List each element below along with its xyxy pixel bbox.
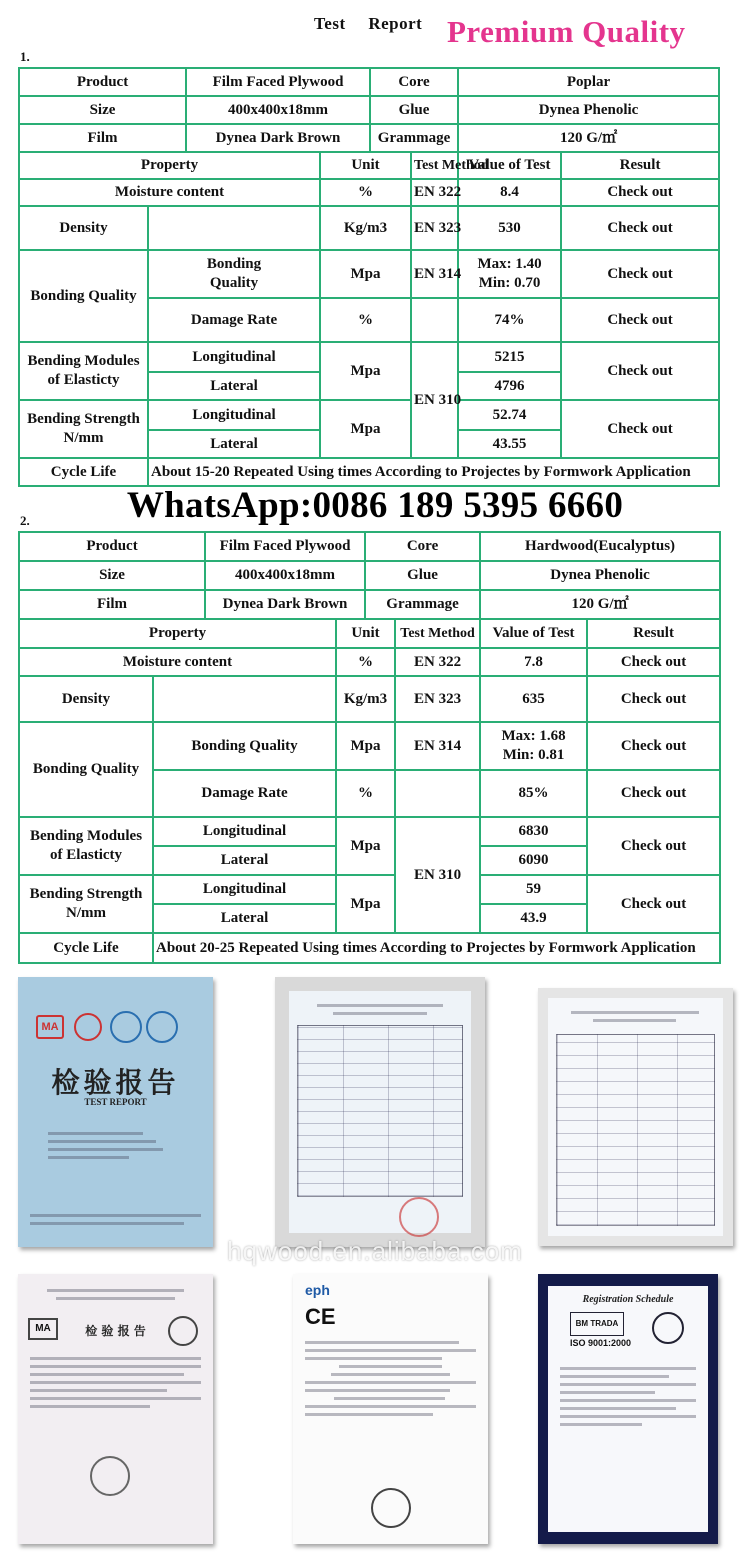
bonding-sub-quality-text: Bonding Quality (206, 256, 262, 291)
cycle-label: Cycle Life (19, 458, 148, 486)
moe-label-b: of Elasticty (47, 372, 120, 388)
col-unit: Unit (336, 619, 395, 648)
core-label: Core (370, 68, 458, 96)
bonding-label: Bonding Quality (19, 722, 153, 817)
iso-header: Registration Schedule (582, 1294, 674, 1305)
page-grid (556, 1034, 715, 1226)
mor-lat-value: 43.9 (480, 904, 587, 933)
inspection-report-photo (275, 977, 485, 1247)
damage-method-blank (411, 298, 458, 342)
alibaba-watermark: hqwood.en.alibaba.com (227, 1236, 523, 1266)
glue-label: Glue (365, 561, 480, 590)
mor-lat-value: 43.55 (458, 430, 561, 458)
bonding-min: Min: 0.70 (478, 275, 541, 291)
damage-label: Damage Rate (153, 770, 336, 817)
density-blank (153, 676, 336, 722)
grammage-value: 120 G/㎡ (480, 590, 720, 619)
density-result: Check out (587, 676, 720, 722)
cert-header-lines (30, 1284, 201, 1305)
moe-lat-label: Lateral (153, 846, 336, 875)
size-label: Size (19, 96, 186, 124)
density-unit: Kg/m3 (320, 206, 411, 250)
cal-seal-icon (74, 1013, 102, 1041)
density-label: Density (19, 206, 148, 250)
moisture-value: 7.8 (480, 648, 587, 676)
col-property: Property (19, 619, 336, 648)
product-value: Film Faced Plywood (186, 68, 370, 96)
moe-long-value: 5215 (458, 342, 561, 372)
cycle-label: Cycle Life (19, 933, 153, 963)
test-report-page-photo (538, 988, 733, 1246)
report-page-paper (548, 998, 723, 1236)
mor-lat-label: Lateral (148, 430, 320, 458)
page-header-lines (560, 1006, 711, 1027)
damage-label: Damage Rate (148, 298, 320, 342)
mor-label-b: N/mm (66, 905, 106, 921)
cert-body-lines (30, 1352, 201, 1413)
damage-result: Check out (587, 770, 720, 817)
density-unit: Kg/m3 (336, 676, 395, 722)
iso-body-lines (560, 1362, 696, 1431)
film-label: Film (19, 590, 205, 619)
film-value: Dynea Dark Brown (186, 124, 370, 152)
row-header (19, 619, 720, 648)
ce-mark: CE (305, 1304, 336, 1329)
mor-long-value: 52.74 (458, 400, 561, 430)
bonding-max: Max: 1.68 (501, 728, 566, 744)
damage-value: 74% (458, 298, 561, 342)
row-product (19, 532, 720, 561)
moe-result: Check out (587, 817, 720, 875)
bonding-unit: Mpa (336, 722, 395, 770)
product-value: Film Faced Plywood (205, 532, 365, 561)
col-method: Test Method (395, 619, 480, 648)
premium-quality-slogan: Premium Quality (447, 14, 686, 49)
row-size (19, 561, 720, 590)
core-label: Core (365, 532, 480, 561)
mor-label (19, 875, 153, 933)
moe-label (19, 817, 153, 875)
mor-unit: Mpa (320, 400, 411, 458)
cert-seal-icon (90, 1456, 130, 1496)
bonding-value (458, 250, 561, 298)
bonding-sub-quality (148, 250, 320, 298)
report-1-number: 1. (20, 49, 30, 64)
moisture-value: 8.4 (458, 179, 561, 206)
test-report-cover-photo (18, 977, 213, 1247)
moe-label (19, 342, 148, 400)
bm-trada-badge: BM TRADA (570, 1312, 624, 1336)
product-label: Product (19, 532, 205, 561)
product-label: Product (19, 68, 186, 96)
row-bonding-quality (19, 722, 720, 770)
cover-footer-lines (30, 1209, 201, 1230)
report-paper (289, 991, 471, 1233)
row-mor-long (19, 875, 720, 904)
mor-long-value: 59 (480, 875, 587, 904)
ilac-seal-icon (110, 1011, 142, 1043)
mor-label-a: Bending Strength (29, 886, 143, 902)
row-size (19, 96, 719, 124)
cycle-value: About 15-20 Repeated Using times According to Projectes by Formwork Application (148, 458, 719, 486)
density-value: 635 (480, 676, 587, 722)
density-label: Density (19, 676, 153, 722)
ma-seal-icon: MA (36, 1015, 64, 1039)
damage-value: 85% (480, 770, 587, 817)
row-density (19, 206, 719, 250)
moe-long-label: Longitudinal (153, 817, 336, 846)
iso-paper (548, 1286, 708, 1532)
bonding-result: Check out (561, 250, 719, 298)
row-cycle-life (19, 933, 720, 963)
mor-result: Check out (561, 400, 719, 458)
glue-value: Dynea Phenolic (480, 561, 720, 590)
test-report-table-1 (18, 67, 720, 487)
core-value: Poplar (458, 68, 719, 96)
report-header-lines (301, 999, 459, 1020)
cover-title: 检验报告 (51, 1066, 180, 1099)
moe-lat-value: 6090 (480, 846, 587, 875)
test-report-table-2 (18, 531, 721, 964)
mor-lat-label: Lateral (153, 904, 336, 933)
whatsapp-contact: WhatsApp:0086 189 5395 6660 (126, 485, 624, 526)
moe-lat-label: Lateral (148, 372, 320, 400)
grammage-label: Grammage (365, 590, 480, 619)
bonding-max: Max: 1.40 (477, 256, 542, 272)
density-value: 530 (458, 206, 561, 250)
density-result: Check out (561, 206, 719, 250)
glue-value: Dynea Phenolic (458, 96, 719, 124)
moe-long-label: Longitudinal (148, 342, 320, 372)
damage-result: Check out (561, 298, 719, 342)
cover-text-lines (48, 1127, 183, 1164)
report-2-number: 2. (20, 513, 30, 528)
col-method: Test Method (411, 152, 458, 179)
moe-label-a: Bending Modules (27, 353, 140, 369)
en310-method: EN 310 (395, 817, 480, 933)
moisture-label: Moisture content (19, 179, 320, 206)
damage-method-blank (395, 770, 480, 817)
bonding-method: EN 314 (395, 722, 480, 770)
report-grid (297, 1025, 463, 1197)
film-label: Film (19, 124, 186, 152)
iso-registration-photo (538, 1274, 718, 1544)
en310-method: EN 310 (411, 342, 458, 458)
glue-label: Glue (370, 96, 458, 124)
eph-logo: eph (305, 1282, 330, 1298)
bonding-method: EN 314 (411, 250, 458, 298)
cnas-seal-icon (146, 1011, 178, 1043)
cover-subtitle: TEST REPORT (84, 1097, 147, 1107)
row-film (19, 590, 720, 619)
damage-unit: % (320, 298, 411, 342)
bonding-value (480, 722, 587, 770)
ce-body-lines (305, 1336, 476, 1421)
row-moe-long (19, 817, 720, 846)
row-bonding-quality (19, 250, 719, 298)
moisture-unit: % (336, 648, 395, 676)
col-result: Result (587, 619, 720, 648)
bonding-min: Min: 0.81 (502, 747, 565, 763)
core-value: Hardwood(Eucalyptus) (480, 532, 720, 561)
col-unit: Unit (320, 152, 411, 179)
grammage-label: Grammage (370, 124, 458, 152)
mor-long-label: Longitudinal (148, 400, 320, 430)
moe-label-a: Bending Modules (29, 828, 143, 844)
moisture-result: Check out (587, 648, 720, 676)
moisture-method: EN 322 (411, 179, 458, 206)
col-value: Value of Test (480, 619, 587, 648)
moisture-result: Check out (561, 179, 719, 206)
moe-long-value: 6830 (480, 817, 587, 846)
bonding-result: Check out (587, 722, 720, 770)
row-density (19, 676, 720, 722)
bonding-sub-quality: Bonding Quality (153, 722, 336, 770)
row-moe-long (19, 342, 719, 372)
col-property: Property (19, 152, 320, 179)
row-product (19, 68, 719, 96)
moe-lat-value: 4796 (458, 372, 561, 400)
mor-long-label: Longitudinal (153, 875, 336, 904)
row-cycle-life (19, 458, 719, 486)
size-value: 400x400x18mm (186, 96, 370, 124)
grammage-value: 120 G/㎡ (458, 124, 719, 152)
moisture-label: Moisture content (19, 648, 336, 676)
bonding-unit: Mpa (320, 250, 411, 298)
ce-certificate-photo (293, 1274, 488, 1544)
size-label: Size (19, 561, 205, 590)
ma-mark-icon: MA (28, 1318, 58, 1340)
row-film (19, 124, 719, 152)
mor-label-b: N/mm (63, 430, 104, 446)
density-method: EN 323 (411, 206, 458, 250)
size-value: 400x400x18mm (205, 561, 365, 590)
moe-result: Check out (561, 342, 719, 400)
film-value: Dynea Dark Brown (205, 590, 365, 619)
col-result: Result (561, 152, 719, 179)
moisture-method: EN 322 (395, 648, 480, 676)
row-header (19, 152, 719, 179)
density-blank (148, 206, 320, 250)
mor-label-a: Bending Strength (27, 411, 140, 427)
ce-seal-icon (371, 1488, 411, 1528)
density-method: EN 323 (395, 676, 480, 722)
row-moisture (19, 179, 719, 206)
inspection-certificate-photo (18, 1274, 213, 1544)
damage-unit: % (336, 770, 395, 817)
cert-title: 检 验 报 告 (85, 1324, 146, 1338)
report-title: Test Report (314, 14, 423, 33)
red-stamp-icon (399, 1197, 439, 1237)
moisture-unit: % (320, 179, 411, 206)
row-moisture (19, 648, 720, 676)
col-value: Value of Test (458, 152, 561, 179)
moe-unit: Mpa (320, 342, 411, 400)
moe-label-b: of Elasticty (49, 847, 123, 863)
mor-unit: Mpa (336, 875, 395, 933)
row-mor-long (19, 400, 719, 430)
mor-result: Check out (587, 875, 720, 933)
mor-label (19, 400, 148, 458)
iso-badge: ISO 9001:2000 (570, 1338, 632, 1348)
moe-unit: Mpa (336, 817, 395, 875)
cycle-value: About 20-25 Repeated Using times According to Projectes by Formwork Application (153, 933, 720, 963)
ukas-seal-icon (652, 1312, 684, 1344)
bonding-label: Bonding Quality (19, 250, 148, 342)
